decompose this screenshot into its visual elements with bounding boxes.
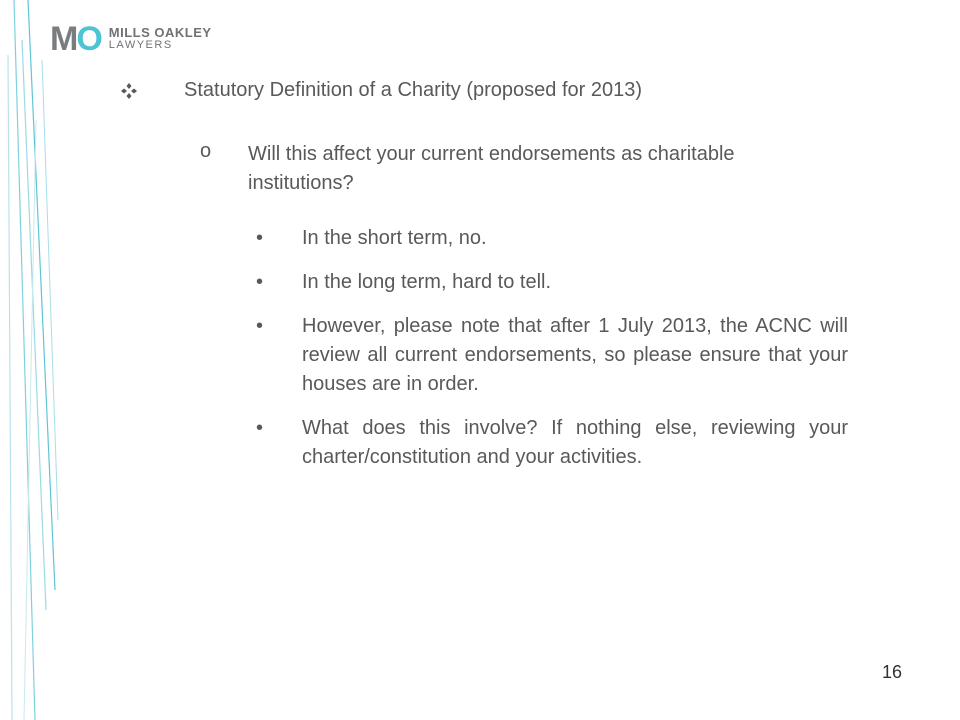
bullet-marker: • bbox=[256, 227, 264, 249]
bullet-text: What does this involve? If nothing else, reviewing your charter/constitution and your activities. bbox=[302, 417, 848, 468]
bullet-item bbox=[256, 414, 848, 472]
decorative-lines bbox=[0, 0, 80, 720]
bullet-list bbox=[256, 224, 848, 487]
page-number: 16 bbox=[882, 662, 903, 682]
bullet-marker: • bbox=[256, 417, 264, 439]
bullet-text: However, please note that after 1 July 2013, the ACNC will review all current endorsements, so please ensure that your houses are in order. bbox=[302, 315, 848, 395]
sub-item bbox=[200, 140, 840, 198]
deco-line-1 bbox=[8, 55, 12, 720]
logo-mark-m: M bbox=[50, 20, 77, 58]
sub-item-text: Will this affect your current endorsements as charitable institutions? bbox=[248, 143, 735, 194]
bullet-marker: • bbox=[256, 271, 264, 293]
deco-line-6 bbox=[42, 60, 58, 520]
logo-text bbox=[109, 26, 212, 51]
bullet-item bbox=[256, 268, 848, 297]
logo-name: MILLS OAKLEY bbox=[108, 25, 212, 41]
bullet-marker: • bbox=[256, 315, 264, 337]
logo-subtitle: LAWYERS bbox=[108, 39, 173, 52]
logo-mark bbox=[50, 22, 101, 56]
bullet-item bbox=[256, 224, 848, 253]
bullet-item bbox=[256, 312, 848, 399]
four-diamond-icon bbox=[120, 82, 138, 100]
mills-oakley-logo bbox=[50, 22, 212, 56]
bullet-text: In the long term, hard to tell. bbox=[302, 271, 552, 293]
logo-mark-o: O bbox=[76, 20, 101, 58]
slide-heading: Statutory Definition of a Charity (proposed for 2013) bbox=[184, 79, 643, 101]
heading-row bbox=[120, 79, 642, 102]
sub-item-marker: o bbox=[200, 140, 212, 162]
bullet-text: In the short term, no. bbox=[302, 227, 487, 249]
